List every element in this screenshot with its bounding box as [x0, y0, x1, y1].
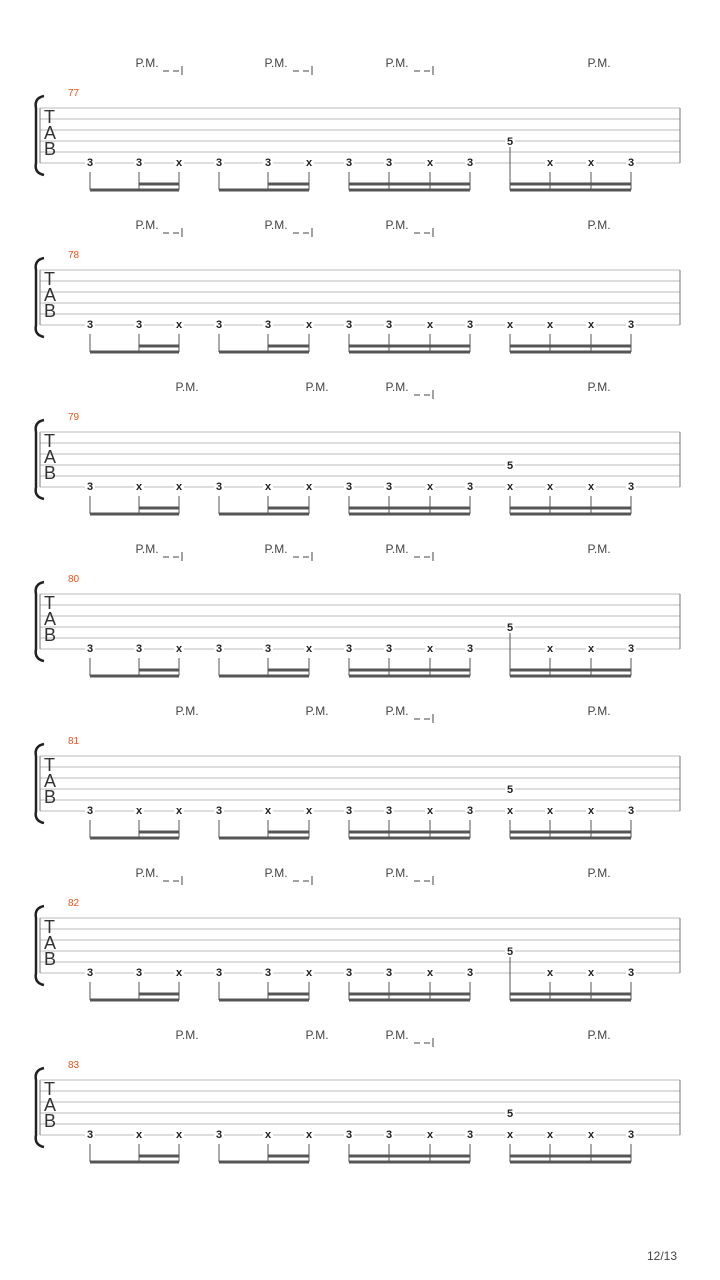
dead-note: x [264, 481, 272, 493]
dead-note: x [264, 805, 272, 817]
fret-number: 3 [264, 643, 272, 655]
fret-number: 5 [506, 136, 514, 148]
fret-number: 3 [345, 967, 353, 979]
fret-number: 3 [385, 1129, 393, 1141]
palm-mute-label: P.M. [587, 1028, 611, 1042]
palm-mute-label: P.M. [135, 56, 159, 70]
dead-note: x [305, 157, 313, 169]
dead-note: x [587, 481, 595, 493]
palm-mute-label: P.M. [385, 542, 409, 556]
palm-mute-label: P.M. [175, 704, 199, 718]
dead-note: x [175, 1129, 183, 1141]
fret-number: 3 [466, 1129, 474, 1141]
dead-note: x [305, 1129, 313, 1141]
fret-number: 3 [215, 805, 223, 817]
fret-number: 3 [466, 481, 474, 493]
palm-mute-label: P.M. [385, 218, 409, 232]
dead-note: x [546, 1129, 554, 1141]
dead-note: x [175, 157, 183, 169]
dead-note: x [587, 1129, 595, 1141]
tab-letter-a: A [44, 933, 57, 953]
dead-note: x [135, 805, 143, 817]
fret-number: 5 [506, 946, 514, 958]
fret-number: 3 [135, 643, 143, 655]
fret-number: 3 [385, 319, 393, 331]
dead-note: x [305, 643, 313, 655]
dead-note: x [587, 643, 595, 655]
dead-note: x [546, 319, 554, 331]
fret-number: 3 [86, 157, 94, 169]
dead-note: x [506, 805, 514, 817]
dead-note: x [587, 319, 595, 331]
tab-letter-a: A [44, 123, 57, 143]
fret-number: 3 [135, 967, 143, 979]
fret-number: 3 [135, 319, 143, 331]
fret-number: 3 [264, 157, 272, 169]
tab-letter-b: B [44, 949, 57, 969]
fret-number: 3 [466, 157, 474, 169]
dead-note: x [135, 481, 143, 493]
tab-letter-b: B [44, 625, 57, 645]
fret-number: 3 [385, 805, 393, 817]
tab-letter-a: A [44, 609, 57, 629]
fret-number: 3 [86, 805, 94, 817]
palm-mute-label: P.M. [135, 542, 159, 556]
dead-note: x [175, 805, 183, 817]
fret-number: 5 [506, 1108, 514, 1120]
page-number: 12/13 [646, 1249, 677, 1263]
tab-letter-t: T [44, 107, 55, 127]
fret-number: 3 [466, 319, 474, 331]
tab-letter-b: B [44, 301, 57, 321]
palm-mute-label: P.M. [385, 380, 409, 394]
dead-note: x [506, 1129, 514, 1141]
fret-number: 3 [466, 643, 474, 655]
fret-number: 3 [215, 157, 223, 169]
dead-note: x [546, 643, 554, 655]
palm-mute-label: P.M. [175, 1028, 199, 1042]
palm-mute-label: P.M. [587, 380, 611, 394]
palm-mute-label: P.M. [385, 1028, 409, 1042]
palm-mute-label: P.M. [587, 542, 611, 556]
palm-mute-label: P.M. [587, 218, 611, 232]
palm-mute-label: P.M. [385, 866, 409, 880]
fret-number: 3 [86, 643, 94, 655]
palm-mute-label: P.M. [135, 866, 159, 880]
fret-number: 3 [627, 643, 635, 655]
dead-note: x [305, 805, 313, 817]
tab-letter-t: T [44, 269, 55, 289]
dead-note: x [135, 1129, 143, 1141]
fret-number: 3 [135, 157, 143, 169]
palm-mute-label: P.M. [135, 218, 159, 232]
fret-number: 3 [385, 481, 393, 493]
palm-mute-label: P.M. [175, 380, 199, 394]
fret-number: 3 [86, 319, 94, 331]
measure-number: 77 [68, 88, 80, 99]
measure-number: 81 [68, 736, 80, 747]
tab-letter-t: T [44, 755, 55, 775]
palm-mute-label: P.M. [264, 542, 288, 556]
fret-number: 3 [627, 1129, 635, 1141]
palm-mute-label: P.M. [587, 866, 611, 880]
dead-note: x [587, 805, 595, 817]
fret-number: 3 [385, 967, 393, 979]
palm-mute-label: P.M. [305, 704, 329, 718]
tab-letter-b: B [44, 139, 57, 159]
dead-note: x [426, 967, 434, 979]
fret-number: 3 [385, 643, 393, 655]
dead-note: x [546, 805, 554, 817]
measure-number: 80 [68, 574, 80, 585]
fret-number: 3 [86, 967, 94, 979]
dead-note: x [175, 967, 183, 979]
tab-letter-b: B [44, 787, 57, 807]
palm-mute-label: P.M. [264, 218, 288, 232]
dead-note: x [426, 157, 434, 169]
tab-letter-t: T [44, 1079, 55, 1099]
palm-mute-label: P.M. [587, 56, 611, 70]
dead-note: x [426, 319, 434, 331]
palm-mute-label: P.M. [385, 56, 409, 70]
tab-letter-a: A [44, 1095, 57, 1115]
fret-number: 3 [345, 481, 353, 493]
dead-note: x [506, 481, 514, 493]
fret-number: 3 [385, 157, 393, 169]
fret-number: 3 [627, 157, 635, 169]
dead-note: x [175, 319, 183, 331]
fret-number: 3 [264, 319, 272, 331]
fret-number: 5 [506, 460, 514, 472]
fret-number: 3 [215, 481, 223, 493]
fret-number: 3 [345, 157, 353, 169]
palm-mute-label: P.M. [264, 56, 288, 70]
dead-note: x [546, 967, 554, 979]
fret-number: 3 [215, 319, 223, 331]
dead-note: x [587, 967, 595, 979]
fret-number: 3 [627, 805, 635, 817]
tab-letter-b: B [44, 1111, 57, 1131]
palm-mute-label: P.M. [385, 704, 409, 718]
fret-number: 3 [345, 643, 353, 655]
measure-number: 78 [68, 250, 80, 261]
tab-letter-a: A [44, 771, 57, 791]
fret-number: 3 [86, 481, 94, 493]
palm-mute-label: P.M. [305, 1028, 329, 1042]
fret-number: 3 [345, 805, 353, 817]
fret-number: 3 [345, 319, 353, 331]
dead-note: x [587, 157, 595, 169]
dead-note: x [305, 967, 313, 979]
dead-note: x [546, 157, 554, 169]
fret-number: 3 [627, 967, 635, 979]
tab-letter-t: T [44, 431, 55, 451]
fret-number: 5 [506, 784, 514, 796]
dead-note: x [426, 481, 434, 493]
dead-note: x [264, 1129, 272, 1141]
dead-note: x [175, 643, 183, 655]
fret-number: 3 [264, 967, 272, 979]
dead-note: x [175, 481, 183, 493]
dead-note: x [426, 1129, 434, 1141]
measure-number: 83 [68, 1060, 80, 1071]
tab-letter-a: A [44, 447, 57, 467]
fret-number: 3 [215, 643, 223, 655]
measure-number: 79 [68, 412, 80, 423]
tab-letter-t: T [44, 917, 55, 937]
dead-note: x [305, 481, 313, 493]
tab-letter-a: A [44, 285, 57, 305]
fret-number: 3 [627, 319, 635, 331]
tab-letter-b: B [44, 463, 57, 483]
dead-note: x [426, 805, 434, 817]
fret-number: 3 [215, 1129, 223, 1141]
measure-number: 82 [68, 898, 80, 909]
dead-note: x [426, 643, 434, 655]
fret-number: 3 [627, 481, 635, 493]
fret-number: 3 [345, 1129, 353, 1141]
fret-number: 3 [86, 1129, 94, 1141]
palm-mute-label: P.M. [264, 866, 288, 880]
dead-note: x [305, 319, 313, 331]
fret-number: 3 [466, 805, 474, 817]
dead-note: x [506, 319, 514, 331]
palm-mute-label: P.M. [305, 380, 329, 394]
fret-number: 3 [466, 967, 474, 979]
fret-number: 5 [506, 622, 514, 634]
tab-letter-t: T [44, 593, 55, 613]
fret-number: 3 [215, 967, 223, 979]
palm-mute-label: P.M. [587, 704, 611, 718]
dead-note: x [546, 481, 554, 493]
